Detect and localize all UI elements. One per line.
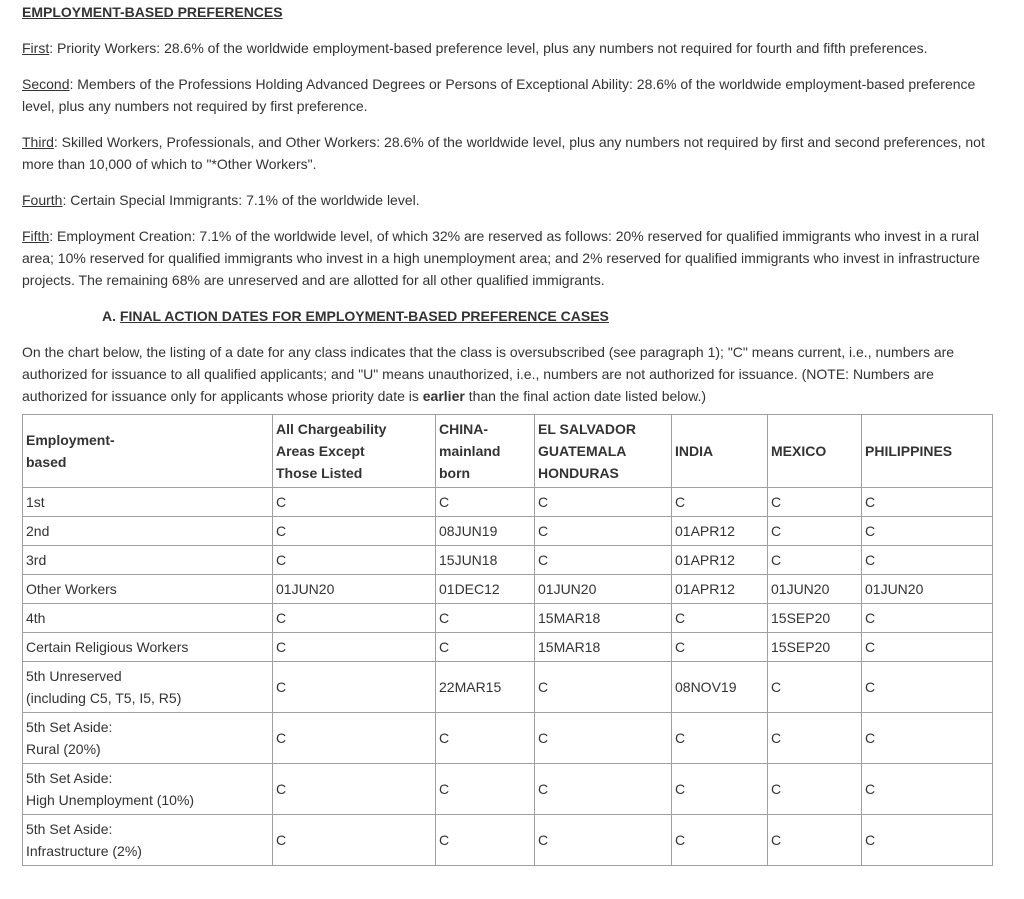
header-el-salvador-guatemala-honduras <box>535 415 672 488</box>
table-row <box>23 546 993 575</box>
category-line: Certain Religious Workers <box>26 639 189 655</box>
preference-second <box>22 73 992 117</box>
table-cell: C <box>535 713 672 764</box>
table-cell: 01APR12 <box>672 575 768 604</box>
row-category <box>23 662 273 713</box>
final-action-dates-heading <box>22 305 992 327</box>
category-line: Rural (20%) <box>26 741 101 757</box>
table-row <box>23 764 993 815</box>
table-cell: C <box>768 546 862 575</box>
row-category <box>23 546 273 575</box>
header-line: based <box>26 454 67 470</box>
header-line: Areas Except <box>276 443 365 459</box>
table-cell: C <box>672 633 768 662</box>
table-cell: C <box>862 604 993 633</box>
header-china <box>436 415 535 488</box>
header-employment-based <box>23 415 273 488</box>
table-cell: C <box>273 815 436 866</box>
preference-fourth <box>22 189 992 211</box>
preference-label: Third <box>22 134 54 150</box>
table-cell: C <box>768 517 862 546</box>
header-india <box>672 415 768 488</box>
header-line: CHINA- <box>439 421 488 437</box>
final-action-dates-table <box>22 414 993 866</box>
table-cell: C <box>672 713 768 764</box>
table-cell: 01JUN20 <box>862 575 993 604</box>
table-cell: 01JUN20 <box>768 575 862 604</box>
table-cell: C <box>273 517 436 546</box>
header-line: Those Listed <box>276 465 363 481</box>
table-cell: C <box>273 604 436 633</box>
table-cell: 08NOV19 <box>672 662 768 713</box>
table-cell: C <box>862 713 993 764</box>
preference-label: First <box>22 40 50 56</box>
header-line: PHILIPPINES <box>865 443 953 459</box>
header-philippines <box>862 415 993 488</box>
row-category <box>23 575 273 604</box>
category-line: 5th Unreserved <box>26 668 122 684</box>
table-cell: C <box>862 546 993 575</box>
header-line: HONDURAS <box>538 465 619 481</box>
table-cell: 01JUN20 <box>273 575 436 604</box>
preference-label: Fourth <box>22 192 63 208</box>
preference-label: Second <box>22 76 70 92</box>
category-line: (including C5, T5, I5, R5) <box>26 690 182 706</box>
header-line: INDIA <box>675 443 714 459</box>
table-cell: 15JUN18 <box>436 546 535 575</box>
preference-text: : Skilled Workers, Professionals, and Other Workers: 28.6% of the worldwide level, plus any numbers not required by first and second preferences, not more than 10,000 of which to "*Other Workers". <box>22 134 985 172</box>
header-mexico <box>768 415 862 488</box>
header-line: Employment- <box>26 432 115 448</box>
category-line: Other Workers <box>26 581 117 597</box>
header-line: All Chargeability <box>276 421 387 437</box>
table-cell: 01DEC12 <box>436 575 535 604</box>
table-cell: C <box>436 633 535 662</box>
row-category <box>23 633 273 662</box>
table-cell: C <box>862 488 993 517</box>
table-cell: C <box>768 764 862 815</box>
intro-bold: earlier <box>422 388 465 404</box>
table-cell: C <box>862 662 993 713</box>
table-cell: C <box>768 662 862 713</box>
header-line: mainland <box>439 443 501 459</box>
table-row <box>23 815 993 866</box>
row-category <box>23 488 273 517</box>
table-cell: 22MAR15 <box>436 662 535 713</box>
table-cell: C <box>273 546 436 575</box>
table-cell: C <box>862 815 993 866</box>
table-cell: C <box>672 815 768 866</box>
table-row <box>23 713 993 764</box>
row-category <box>23 815 273 866</box>
header-line: MEXICO <box>771 443 827 459</box>
table-cell: C <box>862 517 993 546</box>
preference-fifth <box>22 225 992 291</box>
table-row <box>23 662 993 713</box>
category-line: 5th Set Aside: <box>26 719 113 735</box>
table-cell: C <box>436 488 535 517</box>
table-cell: C <box>535 546 672 575</box>
table-row <box>23 488 993 517</box>
table-cell: 08JUN19 <box>436 517 535 546</box>
category-line: High Unemployment (10%) <box>26 792 195 808</box>
header-line: born <box>439 465 471 481</box>
category-line: 5th Set Aside: <box>26 821 113 837</box>
table-cell: 15SEP20 <box>768 633 862 662</box>
table-cell: C <box>436 764 535 815</box>
table-cell: 01JUN20 <box>535 575 672 604</box>
table-cell: C <box>436 815 535 866</box>
table-cell: C <box>273 488 436 517</box>
table-cell: C <box>535 764 672 815</box>
table-cell: C <box>768 815 862 866</box>
preference-text: : Members of the Professions Holding Advanced Degrees or Persons of Exceptional Ability: 28.6% of the worldwide employment-based preference level, plus any numbers not required by first preference. <box>22 76 976 114</box>
table-cell: C <box>535 815 672 866</box>
document-page <box>22 0 992 866</box>
table-cell: 01APR12 <box>672 546 768 575</box>
row-category <box>23 713 273 764</box>
category-line: 1st <box>26 494 45 510</box>
table-cell: C <box>273 662 436 713</box>
preference-label: Fifth <box>22 228 50 244</box>
category-line: 2nd <box>26 523 50 539</box>
table-row <box>23 575 993 604</box>
preference-third <box>22 131 992 175</box>
table-row <box>23 604 993 633</box>
section-title: EMPLOYMENT-BASED PREFERENCES <box>22 4 283 20</box>
preference-list <box>22 37 992 291</box>
row-category <box>23 517 273 546</box>
row-category <box>23 764 273 815</box>
table-cell: C <box>672 488 768 517</box>
intro-after: than the final action date listed below.) <box>464 388 707 404</box>
table-cell: C <box>672 604 768 633</box>
category-line: 3rd <box>26 552 47 568</box>
table-cell: 15MAR18 <box>535 633 672 662</box>
table-cell: 01APR12 <box>672 517 768 546</box>
table-cell: C <box>768 488 862 517</box>
table-cell: C <box>768 713 862 764</box>
table-cell: C <box>862 764 993 815</box>
table-cell: 15MAR18 <box>535 604 672 633</box>
category-line: Infrastructure (2%) <box>26 843 142 859</box>
table-cell: C <box>672 764 768 815</box>
category-line: 4th <box>26 610 46 626</box>
table-row <box>23 517 993 546</box>
intro-before: On the chart below, the listing of a date for any class indicates that the class is oversubscribed (see paragraph 1); "C" means current, i.e., numbers are authorized for issuance to all qualified applicants; and "U" means unauthorized, i.e., numbers are not authorized for issuance. (NOTE: Numbers are authorized for issuance only for applicants whose priority date is <box>22 344 955 404</box>
preference-first <box>22 37 992 59</box>
category-line: 5th Set Aside: <box>26 770 113 786</box>
table-cell: 15SEP20 <box>768 604 862 633</box>
table-cell: C <box>273 633 436 662</box>
table-cell: C <box>273 713 436 764</box>
chart-intro <box>22 341 992 407</box>
subhead-prefix: A. <box>102 308 120 324</box>
header-all-chargeability <box>273 415 436 488</box>
table-cell: C <box>535 662 672 713</box>
table-body <box>23 488 993 866</box>
table-cell: C <box>862 633 993 662</box>
preference-text: : Certain Special Immigrants: 7.1% of the worldwide level. <box>62 192 420 208</box>
table-cell: C <box>273 764 436 815</box>
preference-text: : Employment Creation: 7.1% of the worldwide level, of which 32% are reserved as follows: 20% reserved for qualified immigrants who invest in a rural area; 10% reserved for qualified immigrants who invest in a high unemployment area; and 2% reserved for qualified immigrants who invest in infrastructure projects. The remaining 68% are unreserved and are allotted for all other qualified immigrants. <box>22 228 980 288</box>
header-line: EL SALVADOR <box>538 421 637 437</box>
table-cell: C <box>436 604 535 633</box>
table-header-row <box>23 415 993 488</box>
table-cell: C <box>535 488 672 517</box>
row-category <box>23 604 273 633</box>
table-cell: C <box>436 713 535 764</box>
preference-text: : Priority Workers: 28.6% of the worldwide employment-based preference level, plus any numbers not required for fourth and fifth preferences. <box>49 40 928 56</box>
subhead-title: FINAL ACTION DATES FOR EMPLOYMENT-BASED PREFERENCE CASES <box>119 308 609 324</box>
header-line: GUATEMALA <box>538 443 627 459</box>
table-row <box>23 633 993 662</box>
table-cell: C <box>535 517 672 546</box>
